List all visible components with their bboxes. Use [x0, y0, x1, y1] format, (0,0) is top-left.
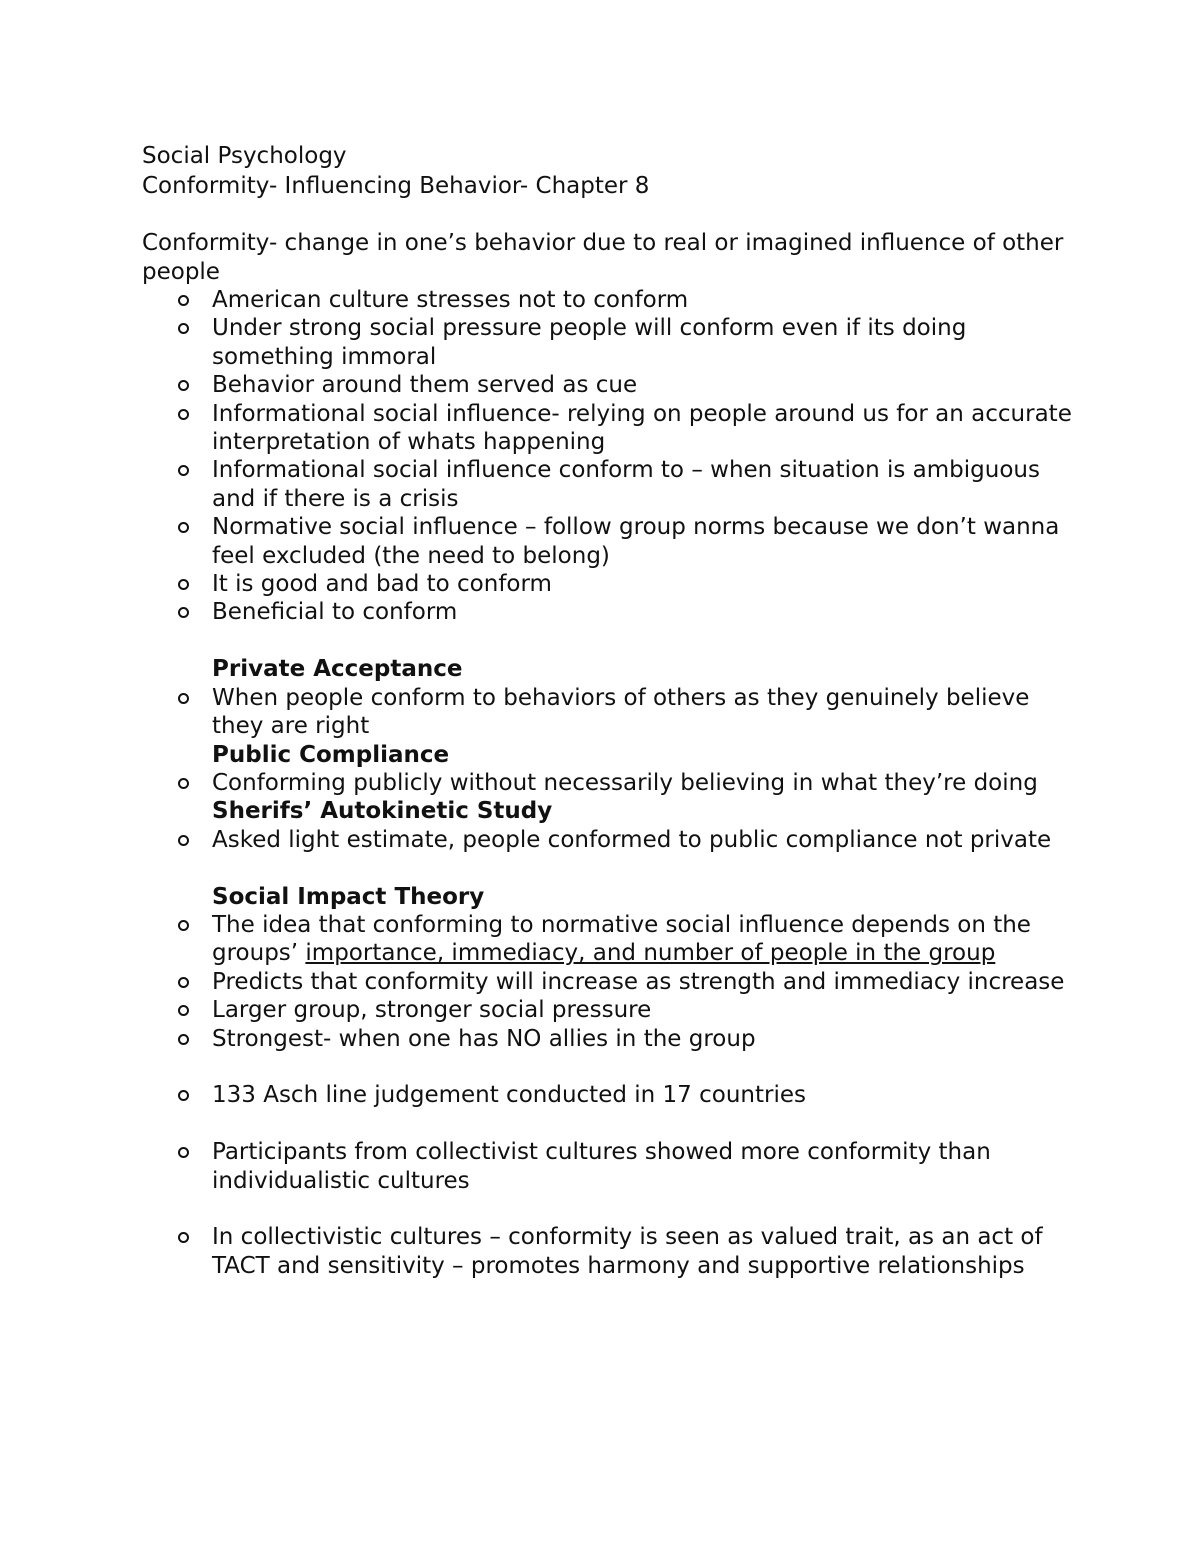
list-item: 133 Asch line judgement conducted in 17 countries — [142, 1081, 1082, 1109]
collectivistic-value-list — [142, 1223, 1082, 1280]
document-title: Social Psychology — [142, 143, 347, 169]
hollow-circle-bullet-icon — [178, 295, 189, 306]
list-item: Under strong social pressure people will conform even if its doing something immoral — [142, 314, 1082, 371]
conformity-definition: Conformity- change in one’s behavior due to real or imagined influence of other people — [142, 230, 1064, 285]
list-item: Strongest- when one has NO allies in the group — [142, 1025, 1082, 1053]
hollow-circle-bullet-icon — [178, 409, 189, 420]
list-item: Behavior around them served as cue — [142, 371, 1082, 399]
conformity-list — [142, 286, 1082, 627]
list-item: Asked light estimate, people conformed to public compliance not private — [142, 826, 1082, 854]
list-item: Normative social influence – follow group norms because we don’t wanna feel excluded (the need to belong) — [142, 513, 1082, 570]
hollow-circle-bullet-icon — [178, 522, 189, 533]
list-item: Informational social influence- relying on people around us for an accurate interpretation of whats happening — [142, 400, 1082, 457]
sherif-list — [142, 826, 1082, 854]
section-heading-public-compliance: Public Compliance — [212, 741, 450, 768]
hollow-circle-bullet-icon — [178, 977, 189, 988]
list-item: Informational social influence conform to – when situation is ambiguous and if there is a crisis — [142, 456, 1082, 513]
hollow-circle-bullet-icon — [178, 607, 189, 618]
spacer — [142, 627, 1082, 655]
public-compliance-list — [142, 769, 1082, 797]
hollow-circle-bullet-icon — [178, 1147, 189, 1158]
document-page — [142, 142, 1082, 1280]
spacer — [142, 1110, 1082, 1138]
hollow-circle-bullet-icon — [178, 920, 189, 931]
spacer — [142, 201, 1082, 229]
list-item: When people conform to behaviors of others as they genuinely believe they are right — [142, 684, 1082, 741]
list-item: American culture stresses not to conform — [142, 286, 1082, 314]
list-item: Participants from collectivist cultures showed more conformity than individualistic cultures — [142, 1138, 1082, 1195]
section-heading-private-acceptance: Private Acceptance — [212, 656, 463, 683]
hollow-circle-bullet-icon — [178, 1232, 189, 1243]
list-item: Larger group, stronger social pressure — [142, 996, 1082, 1024]
list-item: It is good and bad to conform — [142, 570, 1082, 598]
private-acceptance-list — [142, 684, 1082, 741]
document-subtitle: Conformity- Influencing Behavior- Chapter 8 — [142, 173, 650, 200]
hollow-circle-bullet-icon — [178, 1034, 189, 1045]
list-item: In collectivistic cultures – conformity is seen as valued trait, as an act of TACT and sensitivity – promotes harmony and supportive relationships — [142, 1223, 1082, 1280]
social-impact-list — [142, 911, 1082, 1053]
underlined-factors: importance, immediacy, and number of people in the group — [305, 940, 996, 967]
idea-prefix: The idea that conforming to normative social influence depends on the groups’ — [212, 911, 1031, 967]
hollow-circle-bullet-icon — [178, 693, 189, 704]
hollow-circle-bullet-icon — [178, 323, 189, 334]
list-item — [142, 911, 1082, 968]
hollow-circle-bullet-icon — [178, 380, 189, 391]
hollow-circle-bullet-icon — [178, 1090, 189, 1101]
list-item: Conforming publicly without necessarily believing in what they’re doing — [142, 769, 1082, 797]
section-heading-social-impact: Social Impact Theory — [212, 883, 485, 910]
collectivist-list — [142, 1138, 1082, 1195]
list-item: Beneficial to conform — [142, 598, 1082, 626]
hollow-circle-bullet-icon — [178, 835, 189, 846]
spacer — [142, 1195, 1082, 1223]
hollow-circle-bullet-icon — [178, 465, 189, 476]
asch-list — [142, 1081, 1082, 1109]
section-heading-sherif: Sherifs’ Autokinetic Study — [212, 798, 553, 825]
hollow-circle-bullet-icon — [178, 778, 189, 789]
spacer — [142, 854, 1082, 882]
hollow-circle-bullet-icon — [178, 1005, 189, 1016]
spacer — [142, 1053, 1082, 1081]
list-item: Predicts that conformity will increase as strength and immediacy increase — [142, 968, 1082, 996]
hollow-circle-bullet-icon — [178, 579, 189, 590]
